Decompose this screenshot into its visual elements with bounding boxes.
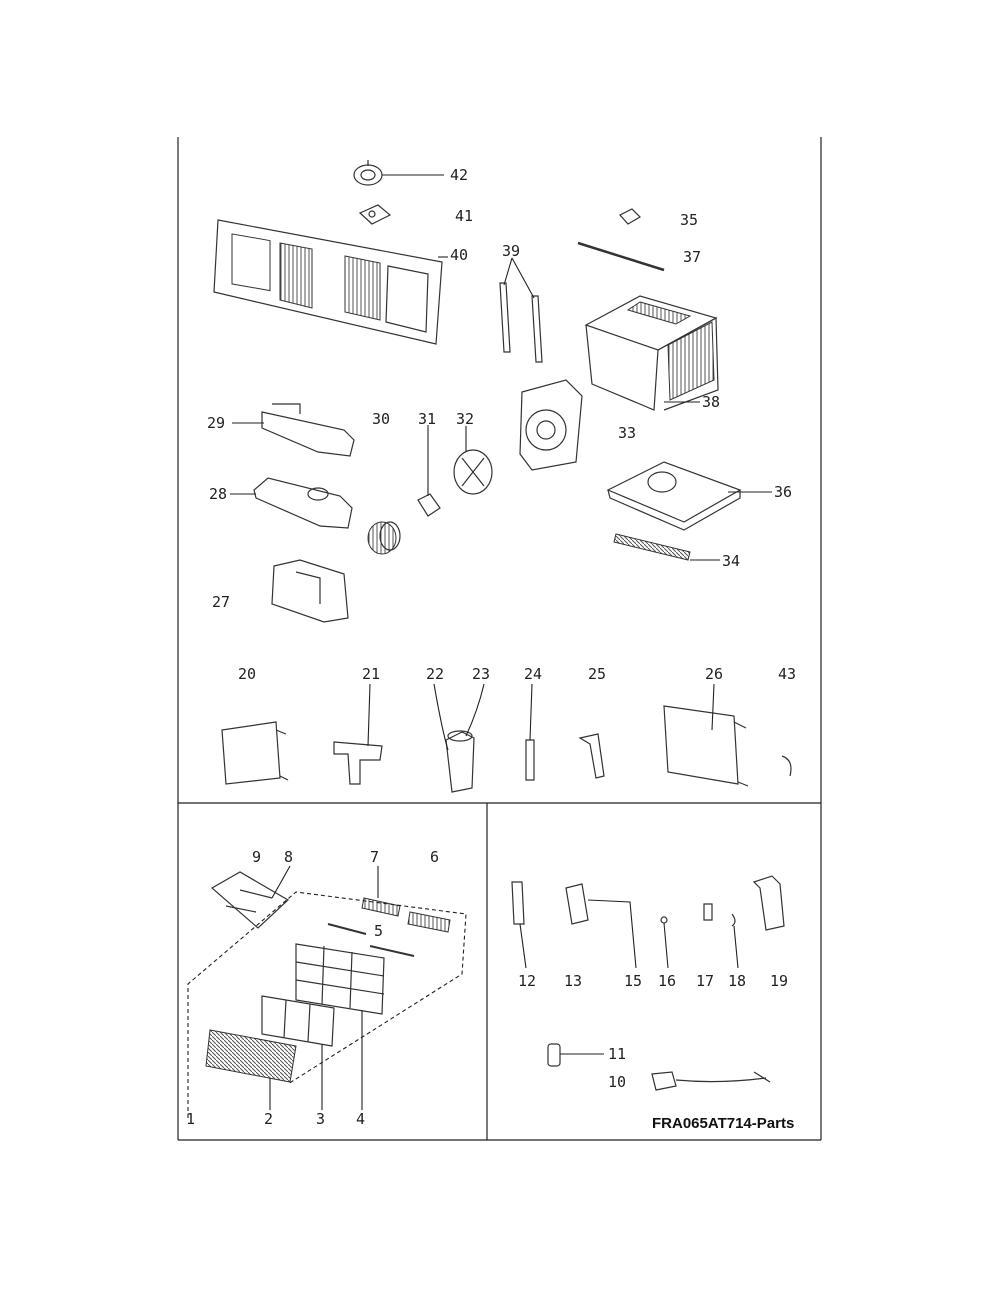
- label-4: 4: [356, 1110, 366, 1128]
- part-16-sensor: [661, 917, 668, 968]
- label-25: 25: [588, 665, 607, 683]
- label-43: 43: [778, 665, 797, 683]
- part-27-scroll: [272, 560, 348, 622]
- part-21-bracket: [334, 684, 382, 784]
- part-22-23-compressor: [434, 684, 484, 792]
- label-22: 22: [426, 665, 445, 683]
- part-8-9-hardware-kit: [212, 866, 290, 928]
- diagram-frame: [178, 137, 821, 1140]
- part-28-housing: [230, 478, 352, 528]
- part-35-clip: [620, 209, 640, 224]
- part-17-part: [704, 904, 712, 920]
- label-27: 27: [212, 593, 231, 611]
- part-39-bracket: [500, 258, 542, 362]
- label-34: 34: [722, 552, 741, 570]
- label-42: 42: [450, 166, 469, 184]
- label-10: 10: [608, 1073, 627, 1091]
- label-2: 2: [264, 1110, 274, 1128]
- label-12: 12: [518, 972, 537, 990]
- label-19: 19: [770, 972, 789, 990]
- label-15: 15: [624, 972, 643, 990]
- part-41-knob: [360, 205, 390, 224]
- part-10-power-cord: [652, 1072, 770, 1090]
- label-16: 16: [658, 972, 677, 990]
- diagram-title: FRA065AT714-Parts: [652, 1115, 795, 1132]
- part-32-fan-blade: [454, 426, 492, 494]
- part-12-board: [512, 882, 526, 968]
- part-25-tube: [580, 734, 604, 778]
- label-41: 41: [455, 207, 474, 225]
- label-36: 36: [774, 483, 793, 501]
- part-40-front-panel: [214, 220, 442, 344]
- part-38-cabinet: [586, 296, 721, 411]
- part-33-shroud: [520, 380, 582, 470]
- label-9: 9: [252, 848, 262, 866]
- label-30: 30: [372, 410, 391, 428]
- label-31: 31: [418, 410, 437, 428]
- part-29-housing: [232, 404, 354, 456]
- label-35: 35: [680, 211, 699, 229]
- part-34-strip: [614, 534, 720, 560]
- label-37: 37: [683, 248, 702, 266]
- part-31-hub: [418, 425, 440, 516]
- label-29: 29: [207, 414, 226, 432]
- part-42-motor: [354, 160, 444, 185]
- label-21: 21: [362, 665, 381, 683]
- part-2-louver-panel: [206, 1030, 296, 1110]
- label-40: 40: [450, 246, 469, 264]
- part-19-cover: [754, 876, 784, 930]
- part-13-15-switch: [566, 884, 636, 968]
- label-39: 39: [502, 242, 521, 260]
- label-11: 11: [608, 1045, 627, 1063]
- label-7: 7: [370, 848, 380, 866]
- label-38: 38: [702, 393, 721, 411]
- label-32: 32: [456, 410, 475, 428]
- label-20: 20: [238, 665, 257, 683]
- part-11-capacitor: [548, 1044, 604, 1066]
- label-1: 1: [186, 1110, 196, 1128]
- label-24: 24: [524, 665, 543, 683]
- label-8: 8: [284, 848, 294, 866]
- label-3: 3: [316, 1110, 326, 1128]
- label-23: 23: [472, 665, 491, 683]
- label-28: 28: [209, 485, 228, 503]
- label-26: 26: [705, 665, 724, 683]
- label-17: 17: [696, 972, 715, 990]
- label-18: 18: [728, 972, 747, 990]
- label-6: 6: [430, 848, 440, 866]
- part-26-coil: [664, 684, 748, 786]
- part-43-clip: [782, 756, 791, 776]
- label-13: 13: [564, 972, 583, 990]
- part-18-clip: [732, 914, 738, 968]
- part-20-coil: [222, 722, 288, 784]
- part-24-tube: [526, 684, 534, 780]
- label-5: 5: [374, 922, 384, 940]
- label-33: 33: [618, 424, 637, 442]
- part-37-rod: [578, 243, 664, 270]
- part-36-base-pan: [608, 462, 772, 530]
- part-blower-wheel: [368, 522, 400, 554]
